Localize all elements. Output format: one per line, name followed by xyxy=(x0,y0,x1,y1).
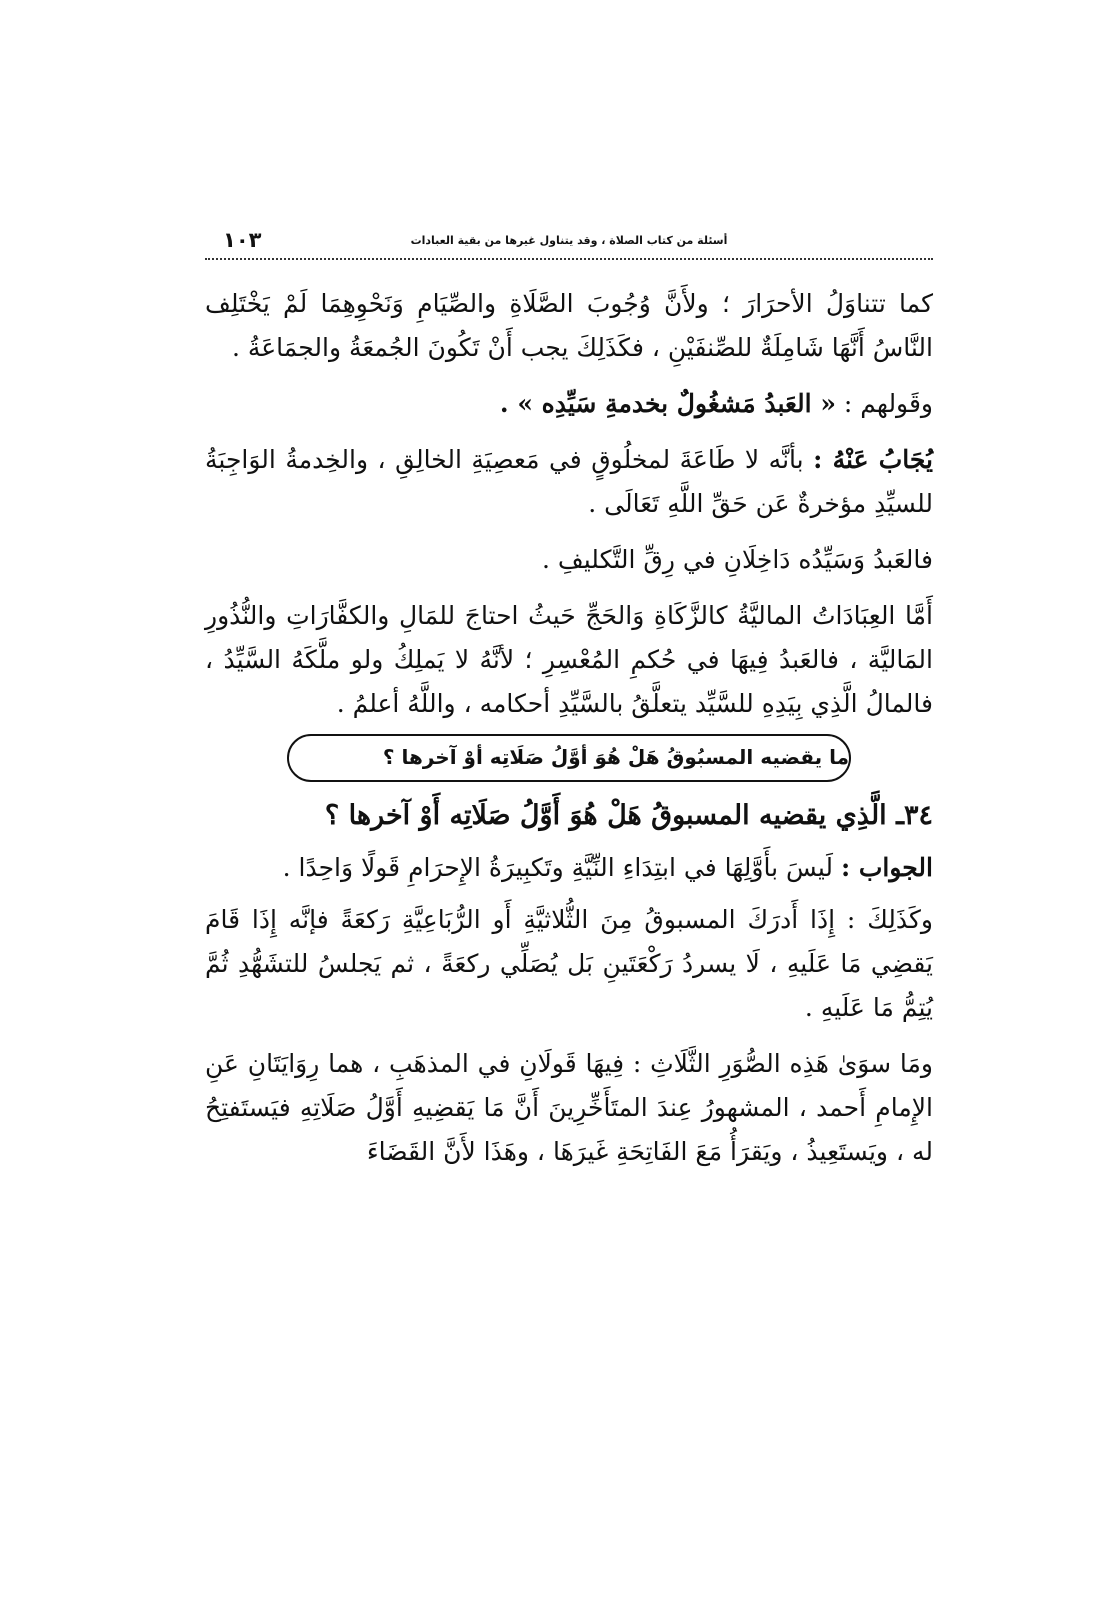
paragraph xyxy=(205,282,933,370)
paragraph xyxy=(205,594,933,726)
answer-paragraph xyxy=(205,846,933,890)
paragraph-text: أَمَّا العِبَادَاتُ الماليَّةُ كالزَّكَاةِ وَالحَجِّ حَيثُ احتاجَ للمَالِ والكفَّارَاتِ والنُّذُورِ المَاليَّة ، فالعَبدُ فِيهَا في حُكمِ المُعْسِرِ ؛ لأنَّهُ لا يَملِكُ ولو ملَّكَهُ السَّيِّدُ ، فالمالُ الَّذِي بِيَدِهِ للسَّيِّد يتعلَّقُ بالسَّيِّدِ أحكامه ، واللَّهُ أعلمُ . xyxy=(205,601,933,718)
paragraph-text: ومَا سوَىٰ هَذِه الصُّوَرِ الثَّلَاثِ : فِيهَا قَولَانِ في المذهَبِ ، هما رِوَايَتَانِ عَنِ الإِمامِ أَحمد ، المشهورُ عِندَ المتَأَخِّرِينَ أَنَّ مَا يَقضِيهِ أَوَّلُ صَلَاتِهِ فيَستَفتِحُ له ، ويَستَعِيذُ ، ويَقرَأُ مَعَ الفَاتِحَةِ غَيرَهَا ، وهَذَا لأَنَّ القَضَاءَ xyxy=(205,1049,933,1166)
section-heading-box xyxy=(287,734,851,782)
paragraph xyxy=(205,438,933,526)
paragraph xyxy=(205,382,933,426)
page-number: ١٠٣ xyxy=(223,228,262,252)
answer-label: الجواب : xyxy=(840,853,933,882)
paragraph-text: فالعَبدُ وَسَيِّدُه دَاخِلَانِ في رِقِّ التَّكليفِ . xyxy=(541,545,933,574)
quoted-saying: « العَبدُ مَشغُولٌ بخدمةِ سَيِّدِه » . xyxy=(499,389,836,418)
paragraph-text: لَيسَ بأَوَّلِهَا في ابتِدَاءِ النِّيَّةِ وتَكبِيرَةُ الإِحرَامِ قَولًا وَاحِدًا . xyxy=(282,853,834,882)
question-text: ٣٤ـ الَّذِي يقضيه المسبوقُ هَلْ هُوَ أَوَّلُ صَلَاتِه أَوْ آخرها ؟ xyxy=(324,800,933,831)
paragraph-text: وكَذَلِكَ : إِذَا أَدرَكَ المسبوقُ مِنَ الثُّلاثيَّةِ أَو الرُّبَاعِيَّةِ رَكعَةً فإنَّه إِذَا قَامَ يَقضِي مَا عَلَيهِ ، لَا يسردُ رَكْعَتَينِ بَل يُصَلِّي ركعَةً ، ثم يَجلسُ للتشَهُّدِ ثُمَّ يُتِمُّ مَا عَلَيهِ . xyxy=(205,905,933,1022)
running-header-title: أسئلة من كتاب الصلاة ، وقد يتناول غيرها من بقية العبادات xyxy=(410,234,728,247)
paragraph-lead: يُجَابُ عَنْهُ : xyxy=(813,445,934,474)
paragraph-text: بأنَّه لا طَاعَةَ لمخلُوقٍ في مَعصِيَةِ الخالِقِ ، والخِدمةُ الوَاجِبَةُ للسيِّدِ مؤخرةٌ عَن حَقِّ اللَّهِ تَعَالَى . xyxy=(205,445,933,518)
paragraph-lead: وقَولهم : xyxy=(843,389,933,418)
header-divider xyxy=(205,258,933,260)
answer-paragraph xyxy=(205,898,933,1030)
paragraph-text: كما تتناوَلُ الأحرَارَ ؛ ولأَنَّ وُجُوبَ الصَّلَاةِ والصِّيَامِ وَنَحْوِهِمَا لَمْ يَخْتَلِف النَّاسُ أَنَّهَا شَامِلَةٌ للصِّنفَيْنِ ، فكَذَلِكَ يجب أَنْ تَكُونَ الجُمعَةُ والجمَاعَةُ . xyxy=(205,289,933,362)
question-heading xyxy=(205,794,933,838)
page-body xyxy=(205,282,933,1182)
running-header xyxy=(205,228,933,256)
section-heading-text: ما يقضيه المسبُوقُ هَلْ هُوَ أوَّلُ صَلَاتِه أوْ آخرها ؟ xyxy=(382,745,849,769)
answer-paragraph xyxy=(205,1042,933,1174)
paragraph xyxy=(205,538,933,582)
